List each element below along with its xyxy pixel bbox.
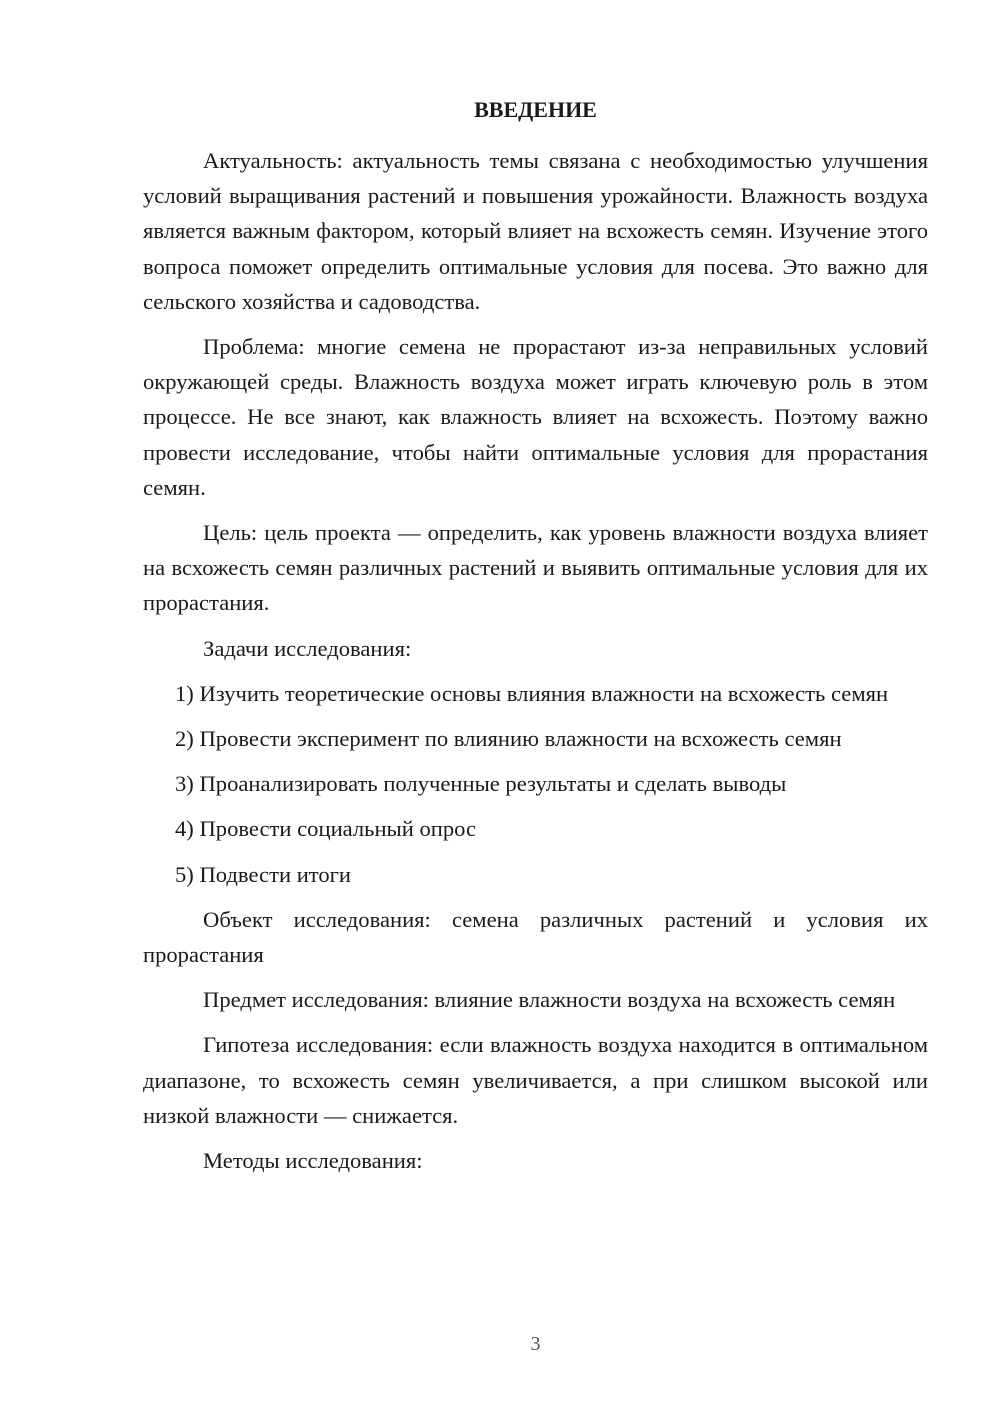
document-body: [143, 143, 928, 1188]
task-item-3: 3) Проанализировать полученные результаты и сделать выводы: [175, 771, 787, 797]
task-item-2: 2) Провести эксперимент по влиянию влажности на всхожесть семян: [175, 726, 842, 752]
paragraph-subject: Предмет исследования: влияние влажности воздуха на всхожесть семян: [203, 987, 896, 1013]
task-item-1: 1) Изучить теоретические основы влияния влажности на всхожесть семян: [175, 680, 889, 706]
paragraph-object: Объект исследования: семена различных растений и условия их прорастания: [143, 906, 928, 968]
paragraph-relevance: Актуальность: актуальность темы связана с необходимостью улучшения условий выращивания растений и повышения урожайности. Влажность воздуха является важным фактором, который влияет на всхожесть семян. Изучение этого вопроса поможет определить оптимальные условия для посева. Это важно для сельского хозяйства и садоводства.: [143, 148, 928, 314]
document-page: [143, 0, 928, 1414]
methods-heading: Методы исследования:: [203, 1148, 423, 1174]
tasks-heading: Задачи исследования:: [203, 635, 412, 661]
paragraph-problem: Проблема: многие семена не прорастают из-за неправильных условий окружающей среды. Влажность воздуха может играть ключевую роль в этом процессе. Не все знают, как влажность влияет на всхожесть. Поэтому важно провести исследование, чтобы найти оптимальные условия для прорастания семян.: [143, 334, 928, 500]
task-item-5: 5) Подвести итоги: [175, 861, 352, 887]
page-number: 3: [530, 1333, 541, 1355]
paragraph-hypothesis: Гипотеза исследования: если влажность воздуха находится в оптимальном диапазоне, то всхожесть семян увеличивается, а при слишком высокой или низкой влажности — снижается.: [143, 1032, 928, 1128]
task-item-4: 4) Провести социальный опрос: [175, 816, 477, 842]
paragraph-goal: Цель: цель проекта — определить, как уровень влажности воздуха влияет на всхожесть семян различных растений и выявить оптимальные условия для их прорастания.: [143, 520, 928, 616]
section-title: ВВЕДЕНИЕ: [474, 97, 597, 122]
